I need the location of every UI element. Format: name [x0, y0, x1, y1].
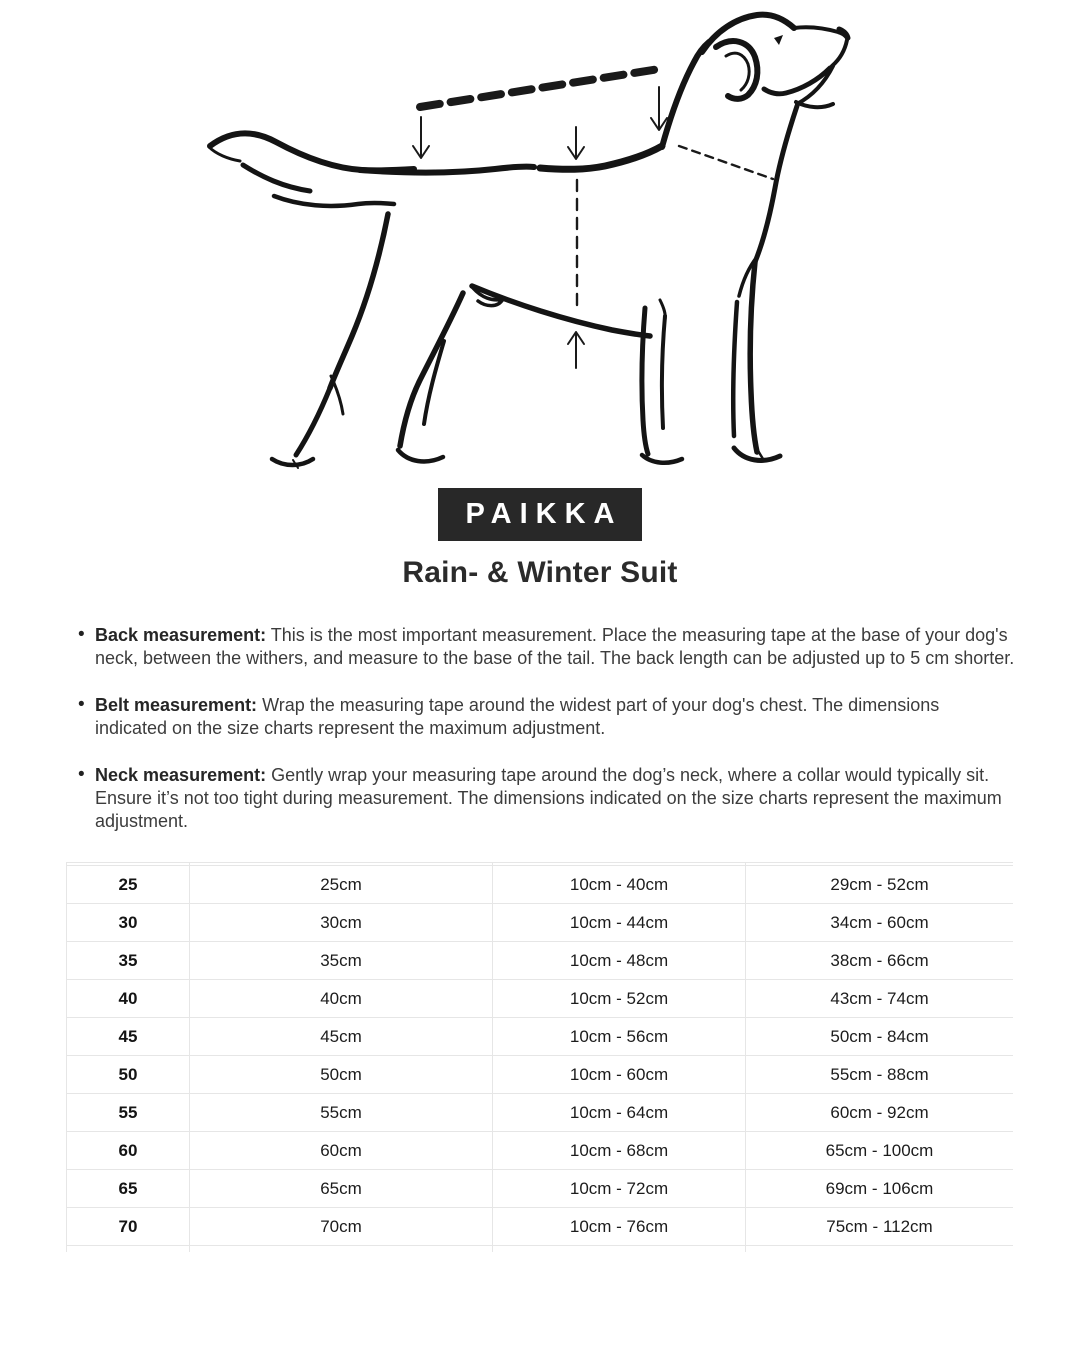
cell-size: 55 [67, 1094, 190, 1132]
cell-size: 65 [67, 1170, 190, 1208]
cell-size: 35 [67, 942, 190, 980]
cell-back: 25cm [190, 866, 493, 904]
instruction-neck-label: Neck measurement: [95, 765, 267, 785]
cell-size: 70 [67, 1208, 190, 1246]
instruction-back [65, 624, 1015, 670]
cell-neck: 10cm - 48cm [493, 942, 746, 980]
cell-belt: 29cm - 52cm [746, 866, 1014, 904]
cell-belt: 38cm - 66cm [746, 942, 1014, 980]
dog-line-art [209, 15, 848, 468]
cell-back: 50cm [190, 1056, 493, 1094]
cell-belt: 50cm - 84cm [746, 1018, 1014, 1056]
cell-belt: 69cm - 106cm [746, 1170, 1014, 1208]
table-row [67, 1208, 1014, 1246]
cell-belt: 65cm - 100cm [746, 1132, 1014, 1170]
brand-logo [438, 488, 642, 541]
table-row [67, 866, 1014, 904]
cell-back: 35cm [190, 942, 493, 980]
instruction-belt-text: Wrap the measuring tape around the widest part of your dog's chest. The dimensions indicated on the size charts represent the maximum adjustment. [95, 695, 940, 738]
table-row [67, 904, 1014, 942]
instruction-back-text: This is the most important measurement. Place the measuring tape at the base of your dog's neck, between the withers, and measure to the base of the tail. The back length can be adjusted up to 5 cm shorter. [95, 625, 1015, 668]
instruction-belt [65, 694, 1015, 740]
back-arrow-tail [413, 117, 429, 158]
measurement-instructions [65, 624, 1015, 833]
neck-girth-dashed-line [679, 146, 773, 179]
belt-arrow-up [568, 332, 584, 368]
cell-neck: 10cm - 60cm [493, 1056, 746, 1094]
cell-belt: 43cm - 74cm [746, 980, 1014, 1018]
cell-back: 30cm [190, 904, 493, 942]
hind-legs-group [272, 214, 463, 468]
dog-measurement-diagram [0, 0, 1080, 480]
table-row-cropped-bottom [67, 1246, 1014, 1253]
table-row [67, 1094, 1014, 1132]
table-row [67, 942, 1014, 980]
table-row [67, 980, 1014, 1018]
page-title: Rain- & Winter Suit [402, 556, 678, 589]
head-group [662, 15, 848, 147]
back-length-dashed-line [420, 69, 659, 107]
brand-logo-text: PAIKKA [465, 498, 623, 530]
instruction-back-label: Back measurement: [95, 625, 267, 645]
cell-size: 50 [67, 1056, 190, 1094]
cell-neck: 10cm - 68cm [493, 1132, 746, 1170]
cell-neck: 10cm - 56cm [493, 1018, 746, 1056]
dog-diagram-svg [0, 0, 1080, 480]
cell-neck: 10cm - 52cm [493, 980, 746, 1018]
cell-belt: 60cm - 92cm [746, 1094, 1014, 1132]
cell-size: 45 [67, 1018, 190, 1056]
cell-neck: 10cm - 40cm [493, 866, 746, 904]
cell-size: 60 [67, 1132, 190, 1170]
instruction-neck-text: Gently wrap your measuring tape around the dog’s neck, where a collar would typically sit. Ensure it’s not too tight during measurement. The dimensions indicated on the size charts represent the maximum adjustment. [95, 765, 1002, 831]
back-arrow-withers [651, 87, 667, 130]
eye [774, 35, 783, 45]
ear-inner [726, 53, 749, 90]
cell-neck: 10cm - 64cm [493, 1094, 746, 1132]
table-row [67, 1132, 1014, 1170]
cell-neck: 10cm - 76cm [493, 1208, 746, 1246]
cell-back: 55cm [190, 1094, 493, 1132]
front-legs-group [642, 262, 780, 463]
cell-back: 40cm [190, 980, 493, 1018]
cell-neck: 10cm - 72cm [493, 1170, 746, 1208]
cell-neck: 10cm - 44cm [493, 904, 746, 942]
instruction-belt-label: Belt measurement: [95, 695, 258, 715]
cell-back: 45cm [190, 1018, 493, 1056]
cell-size: 40 [67, 980, 190, 1018]
ear-outer [716, 41, 757, 99]
table-row [67, 1056, 1014, 1094]
belly-group [472, 286, 650, 336]
cell-size: 25 [67, 866, 190, 904]
table-row [67, 1170, 1014, 1208]
table-row [67, 1018, 1014, 1056]
chest-group [739, 106, 797, 296]
cell-back: 65cm [190, 1170, 493, 1208]
size-chart [66, 862, 1013, 1252]
cell-belt: 55cm - 88cm [746, 1056, 1014, 1094]
cell-size: 30 [67, 904, 190, 942]
cell-back: 70cm [190, 1208, 493, 1246]
size-chart-table [66, 862, 1013, 1252]
cell-belt: 34cm - 60cm [746, 904, 1014, 942]
cell-back: 60cm [190, 1132, 493, 1170]
instruction-neck [65, 764, 1015, 833]
back-arrow-mid [568, 127, 584, 159]
cell-belt: 75cm - 112cm [746, 1208, 1014, 1246]
